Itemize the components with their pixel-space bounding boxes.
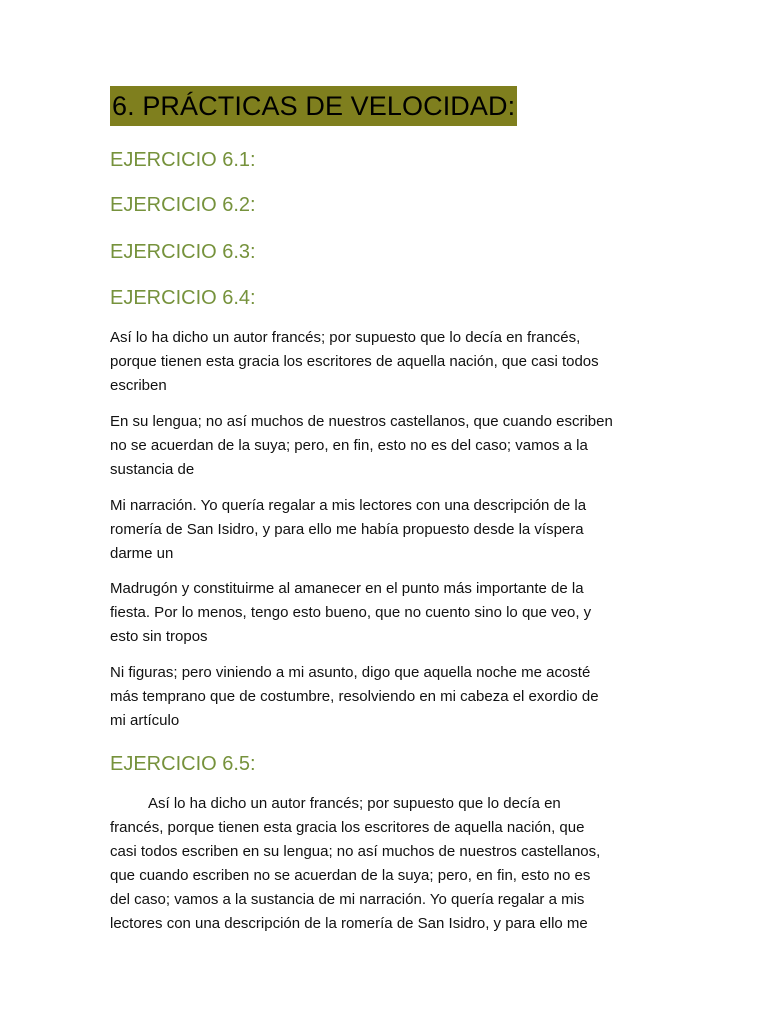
text-line: sustancia de: [110, 461, 195, 478]
text-line: porque tienen esta gracia los escritores de aquella nación, que casi todos: [110, 353, 599, 370]
text-line: darme un: [110, 545, 174, 562]
text-line: En su lengua; no así muchos de nuestros castellanos, que cuando escriben: [110, 413, 613, 430]
text-line: lectores con una descripción de la romería de San Isidro, y para ello me: [110, 915, 588, 932]
text-line: del caso; vamos a la sustancia de mi narración. Yo quería regalar a mis: [110, 891, 585, 908]
exercise-heading-6-3: EJERCICIO 6.3:: [110, 241, 256, 263]
exercise-heading-6-5: EJERCICIO 6.5:: [110, 753, 256, 775]
paragraph: [110, 494, 670, 566]
paragraph: [110, 661, 670, 733]
text-line: escriben: [110, 377, 167, 394]
text-line: francés, porque tienen esta gracia los escritores de aquella nación, que: [110, 819, 585, 836]
text-line: romería de San Isidro, y para ello me había propuesto desde la víspera: [110, 521, 584, 538]
text-line: Así lo ha dicho un autor francés; por supuesto que lo decía en francés,: [110, 329, 581, 346]
text-line: casi todos escriben en su lengua; no así muchos de nuestros castellanos,: [110, 843, 601, 860]
exercise-heading-6-4: EJERCICIO 6.4:: [110, 287, 256, 309]
text-line: más temprano que de costumbre, resolviendo en mi cabeza el exordio de: [110, 688, 599, 705]
text-line: esto sin tropos: [110, 628, 208, 645]
text-line: no se acuerdan de la suya; pero, en fin, esto no es del caso; vamos a la: [110, 437, 588, 454]
text-line: Así lo ha dicho un autor francés; por supuesto que lo decía en: [148, 795, 561, 812]
page-title: 6. PRÁCTICAS DE VELOCIDAD:: [110, 86, 517, 126]
exercise-heading-6-1: EJERCICIO 6.1:: [110, 149, 256, 171]
text-line: que cuando escriben no se acuerdan de la suya; pero, en fin, esto no es: [110, 867, 591, 884]
paragraph: [110, 577, 670, 649]
paragraph: [110, 792, 670, 936]
paragraph: [110, 326, 670, 398]
text-line: Ni figuras; pero viniendo a mi asunto, digo que aquella noche me acosté: [110, 664, 591, 681]
paragraph: [110, 410, 670, 482]
text-line: mi artículo: [110, 712, 180, 729]
text-line: Mi narración. Yo quería regalar a mis lectores con una descripción de la: [110, 497, 587, 514]
text-line: fiesta. Por lo menos, tengo esto bueno, que no cuento sino lo que veo, y: [110, 604, 592, 621]
text-line: Madrugón y constituirme al amanecer en el punto más importante de la: [110, 580, 584, 597]
exercise-heading-6-2: EJERCICIO 6.2:: [110, 194, 256, 216]
